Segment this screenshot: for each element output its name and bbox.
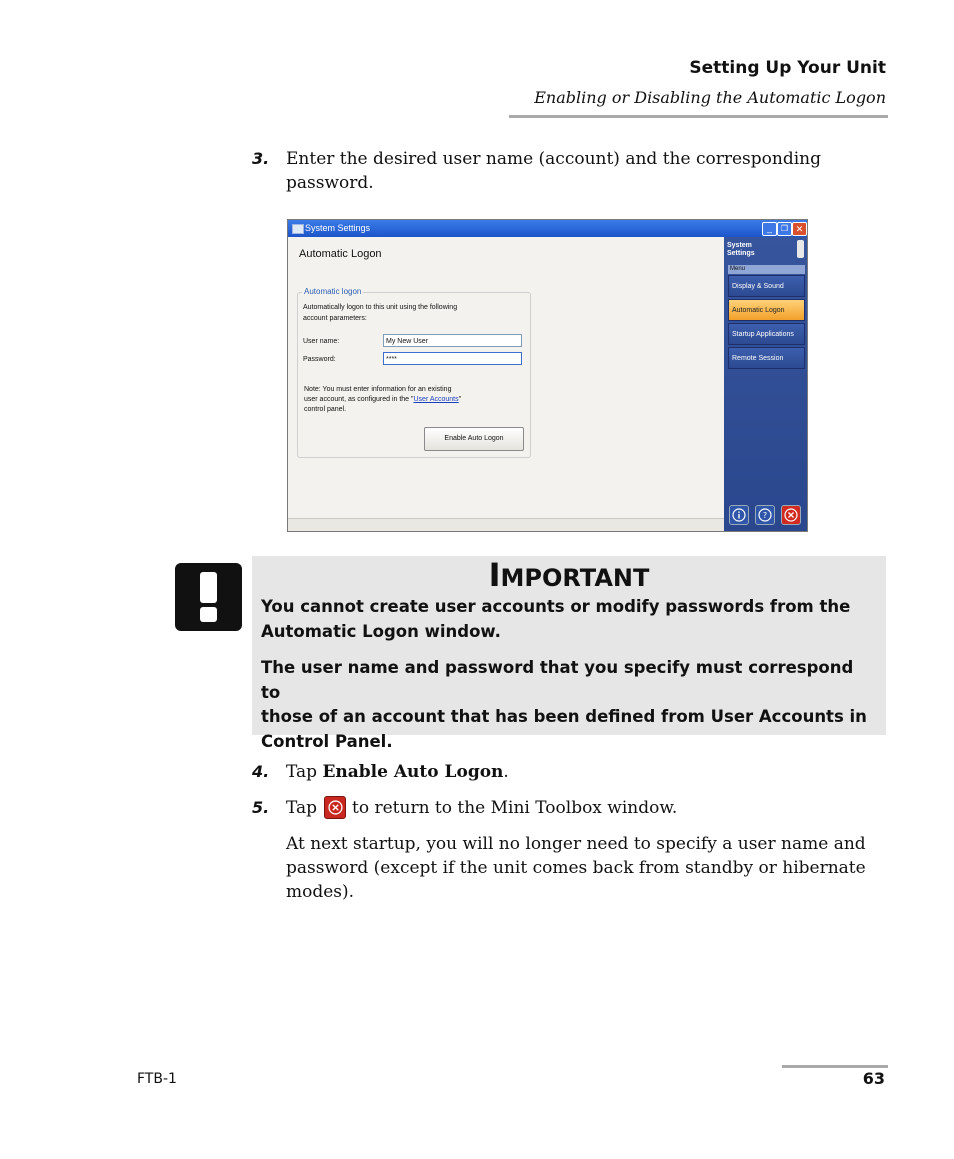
username-label: User name:	[303, 338, 340, 345]
closing-line-2: password (except if the unit comes back from standby or hibernate	[286, 858, 866, 878]
menu-item-remote-session[interactable]: Remote Session	[728, 347, 805, 369]
note-text	[304, 385, 461, 415]
settings-main-pane	[288, 237, 724, 531]
note-line-2-post: "	[458, 396, 462, 403]
running-header-title: Setting Up Your Unit	[689, 58, 886, 78]
closing-line-1: At next startup, you will no longer need to specify a user name and	[286, 834, 866, 854]
important-paragraph-1	[261, 595, 877, 644]
note-line-2	[304, 395, 461, 405]
page-heading: Automatic Logon	[299, 248, 382, 260]
footer-product: FTB-1	[137, 1071, 177, 1087]
closing-paragraph	[286, 832, 876, 904]
important-p2-line-1: The user name and password that you specify must correspond to	[261, 658, 854, 702]
header-rule	[509, 115, 888, 118]
running-header-subtitle: Enabling or Disabling the Automatic Logon	[534, 88, 886, 107]
footer-rule	[782, 1065, 888, 1068]
system-settings-screenshot	[287, 219, 808, 532]
close-icon	[784, 508, 798, 522]
username-input[interactable]: My New User	[383, 334, 522, 347]
step-4-post: .	[503, 762, 509, 782]
group-desc-line-2: account parameters:	[303, 315, 367, 322]
menu-header: Menu	[728, 265, 805, 274]
step-5-number: 5.	[252, 798, 270, 817]
close-icon	[328, 800, 343, 815]
password-label: Password:	[303, 356, 336, 363]
step-3-number: 3.	[252, 149, 270, 168]
window-app-icon	[292, 224, 304, 234]
group-desc-line-1: Automatically logon to this unit using the following	[303, 304, 458, 311]
note-line-3: control panel.	[304, 406, 347, 413]
close-app-button[interactable]	[781, 505, 801, 525]
page-number: 63	[862, 1069, 885, 1088]
minimize-button[interactable]: _	[762, 222, 777, 236]
step-3-text	[286, 147, 866, 195]
restore-button[interactable]: ❐	[777, 222, 792, 236]
step-5-pre: Tap	[286, 798, 318, 818]
settings-sidebar	[724, 237, 807, 531]
help-icon	[758, 508, 772, 522]
window-title: System Settings	[305, 223, 371, 233]
help-button[interactable]	[755, 505, 775, 525]
important-p1-line-2: Automatic Logon window.	[261, 621, 501, 641]
note-line-1: Note: You must enter information for an existing	[304, 386, 452, 393]
important-title	[252, 556, 886, 594]
sidebar-title-line-1: System	[727, 242, 752, 249]
status-strip	[288, 518, 724, 532]
important-p2-line-3: Control Panel.	[261, 731, 393, 751]
svg-text:?: ?	[762, 511, 768, 520]
important-p1-line-1: You cannot create user accounts or modify passwords from the	[261, 597, 851, 616]
password-input[interactable]: ****	[383, 352, 522, 365]
step-4-number: 4.	[252, 762, 270, 781]
enable-auto-logon-button[interactable]: Enable Auto Logon	[424, 427, 524, 451]
important-title-cap: I	[488, 556, 501, 594]
user-accounts-link[interactable]: User Accounts	[413, 396, 459, 403]
step-3-line-1: Enter the desired user name (account) and the corresponding	[286, 149, 821, 169]
step-4-bold: Enable Auto Logon	[322, 762, 504, 782]
menu-item-display-sound[interactable]: Display & Sound	[728, 275, 805, 297]
automatic-logon-group	[297, 287, 531, 458]
battery-icon	[797, 240, 804, 258]
step-4-text	[286, 760, 509, 784]
important-paragraph-2	[261, 656, 877, 754]
group-label: Automatic logon	[304, 287, 362, 296]
menu-item-automatic-logon[interactable]: Automatic Logon	[728, 299, 805, 321]
step-5-post: to return to the Mini Toolbox window.	[352, 798, 678, 818]
important-warning-icon	[175, 563, 242, 631]
closing-line-3: modes).	[286, 882, 355, 902]
step-4-pre: Tap	[286, 762, 323, 782]
inline-close-button-image	[324, 796, 346, 819]
important-title-rest: MPORTANT	[500, 564, 650, 592]
window-close-button[interactable]: ✕	[792, 222, 807, 236]
step-3-line-2: password.	[286, 173, 374, 193]
group-description	[303, 302, 457, 324]
sidebar-title-line-2: Settings	[727, 250, 755, 257]
menu-item-startup-applications[interactable]: Startup Applications	[728, 323, 805, 345]
note-line-2-pre: user account, as configured in the "	[304, 396, 414, 403]
info-icon	[732, 508, 746, 522]
window-titlebar	[288, 220, 807, 237]
info-button[interactable]	[729, 505, 749, 525]
important-p2-line-2: those of an account that has been defined from User Accounts in	[261, 707, 867, 726]
sidebar-title	[727, 242, 755, 258]
